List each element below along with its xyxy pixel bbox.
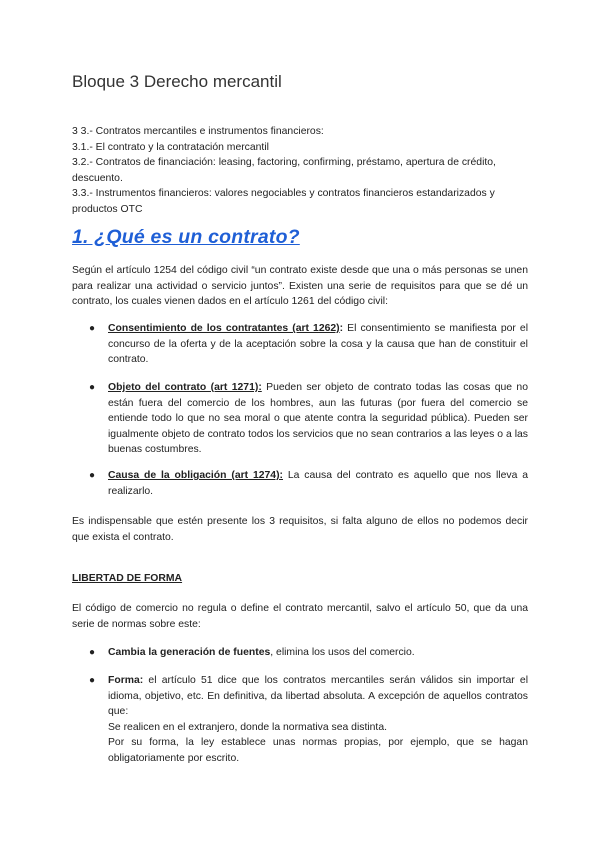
list-item [72, 321, 528, 368]
toc-item: 3.2.- Contratos de financiación: leasing, factoring, confirming, préstamo, apertura de crédito, descuento. [72, 157, 496, 184]
list-item [72, 673, 528, 766]
bullet-icon: ● [89, 675, 96, 686]
section-conclusion: Es indispensable que estén presente los 3 requisitos, si falta alguno de ellos no podemos decir que exista el contrato. [72, 516, 528, 543]
list-item [72, 468, 528, 499]
document-title: Bloque 3 Derecho mercantil [72, 72, 282, 91]
table-of-contents [72, 124, 528, 217]
requisito-text: La causa del contrato es aquello que nos lleva a realizarlo. [108, 470, 528, 497]
requisitos-list [72, 321, 528, 368]
bullet-icon: ● [89, 382, 96, 393]
list-item [72, 645, 528, 661]
toc-item: 3.1.- El contrato y la contratación mercantil [72, 141, 269, 153]
list-item [72, 380, 528, 458]
requisito-term: Consentimiento de los contratantes (art 1262) [108, 323, 340, 334]
libertad-list [72, 645, 528, 661]
bullet-icon: ● [89, 470, 96, 481]
requisito-text: Pueden ser objeto de contrato todas las cosas que no están fuera del comercio de los hombres, aun las futuras (por fuera del comercio se entiende todo lo que no sea moral o que atente contra la seguridad pública). Pueden ser igualmente objeto de contrato todos los servicios que no sean contrarios a las leyes o a las buenas costumbres. [108, 382, 528, 455]
requisito-term: Objeto del contrato (art 1271): [108, 382, 262, 393]
libertad-term: Forma: [108, 675, 144, 686]
requisitos-list [72, 468, 528, 499]
libertad-text: , elimina los usos del comercio. [270, 647, 415, 658]
toc-item: 3 3.- Contratos mercantiles e instrumentos financieros: [72, 126, 324, 137]
libertad-line: Se realicen en el extranjero, donde la normativa sea distinta. [108, 721, 387, 733]
libertad-line: Por su forma, la ley establece unas normas propias, por ejemplo, que se hagan obligatoriamente por escrito. [108, 737, 528, 764]
libertad-text: el artículo 51 dice que los contratos mercantiles serán válidos sin importar el idioma, objetivo, etc. En definitiva, da libertad absoluta. A excepción de aquellos contratos que: [108, 675, 528, 717]
libertad-intro: El código de comercio no regula o define el contrato mercantil, salvo el artículo 50, que da una serie de normas sobre este: [72, 603, 528, 630]
requisito-text: El consentimiento se manifiesta por el concurso de la oferta y de la aceptación sobre la cosa y la causa que han de constituir el contrato. [108, 323, 529, 365]
libertad-term: Cambia la generación de fuentes [108, 647, 271, 658]
requisitos-list [72, 380, 528, 458]
bullet-icon: ● [89, 647, 96, 658]
toc-item: 3.3.- Instrumentos financieros: valores negociables y contratos financieros estandarizados y productos OTC [72, 188, 495, 215]
section-heading: 1. ¿Qué es un contrato? [72, 226, 300, 248]
libertad-heading: LIBERTAD DE FORMA [72, 573, 183, 584]
requisito-term: Causa de la obligación (art 1274): [108, 470, 283, 481]
libertad-list [72, 673, 528, 766]
requisito-sep: : [339, 323, 344, 334]
bullet-icon: ● [89, 323, 96, 334]
section-intro: Según el artículo 1254 del código civil “un contrato existe desde que una o más personas se unen para realizar una actividad o servicio juntos”. Existen una serie de requisitos para que se dé un contrato, los cuales vienen dados en el artículo 1261 del código civil: [72, 265, 528, 307]
